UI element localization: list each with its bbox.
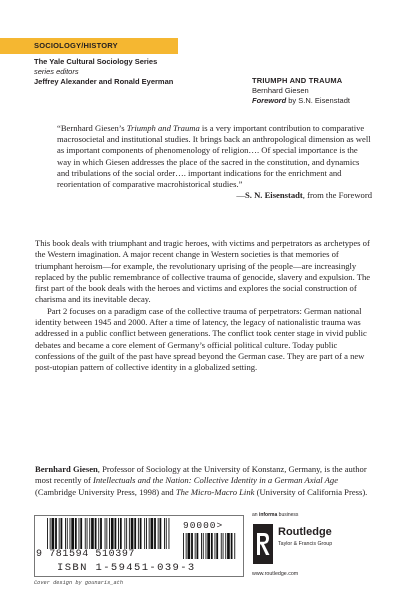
isbn-digits: 9 781594 510397 bbox=[36, 549, 136, 560]
barcode-bar bbox=[234, 533, 235, 559]
series-info bbox=[34, 57, 234, 87]
barcode-bar bbox=[154, 518, 156, 549]
price-code: 90000> bbox=[183, 520, 224, 531]
bio-book-1: Intellectuals and the Nation: Collective Identity in a German Axial Age bbox=[93, 475, 339, 486]
barcode-bar bbox=[98, 518, 99, 549]
barcode-bar bbox=[138, 518, 139, 549]
barcode-bar bbox=[183, 533, 184, 559]
barcode-bar bbox=[89, 518, 90, 549]
foreword-author: by S.N. Eisenstadt bbox=[286, 96, 350, 105]
bio-text-2: (Cambridge University Press, 1998) and bbox=[35, 486, 176, 497]
barcode-bar bbox=[146, 518, 147, 549]
description-paragraph-2: Part 2 focuses on a paradigm case of the collective trauma of perpetrators: German national identity between 1945 and 2000. After a time of latency, the legacy of nationalistic trauma was addressed in a public conflict between generations. The conflict took center stage in vivid public debates and became a core element of Germany’s official political culture. Today public confessions of the guilt of the past have spread beyond the German case. They are part of a new post-utopian pattern of collective identity in a globalized setting. bbox=[35, 305, 367, 373]
barcode-bar bbox=[201, 533, 202, 559]
barcode-bar bbox=[134, 518, 136, 549]
barcode-bar bbox=[191, 533, 193, 559]
barcode-bar bbox=[61, 518, 63, 549]
book-author: Bernhard Giesen bbox=[252, 86, 309, 95]
series-name: The Yale Cultural Sociology Series bbox=[34, 57, 158, 66]
barcode-bar bbox=[118, 518, 119, 549]
barcode-bar bbox=[223, 533, 224, 559]
barcode-bar bbox=[52, 518, 55, 549]
informa-name: informa bbox=[258, 512, 278, 518]
bio-text-3: (University of California Press). bbox=[254, 486, 368, 497]
barcode-bar bbox=[129, 518, 130, 549]
series-editors-names: Jeffrey Alexander and Ronald Eyerman bbox=[34, 77, 174, 86]
barcode-bar bbox=[195, 533, 196, 559]
barcode-bar bbox=[80, 518, 82, 549]
barcode-bar bbox=[197, 533, 199, 559]
quote-book-title: Triumph and Trauma bbox=[126, 123, 200, 133]
routledge-logo-icon bbox=[253, 524, 273, 564]
barcode-bar bbox=[85, 518, 86, 549]
bio-book-2: The Micro-Macro Link bbox=[175, 486, 255, 497]
foreword-line bbox=[252, 96, 392, 106]
barcode-bar bbox=[169, 518, 170, 549]
barcode-bar bbox=[55, 518, 57, 549]
barcode-bar bbox=[105, 518, 106, 549]
barcode-bar bbox=[47, 518, 48, 549]
endorsement-quote bbox=[57, 123, 372, 201]
quote-lead: “Bernhard Giesen’s bbox=[57, 123, 127, 133]
barcode-bar bbox=[188, 533, 191, 559]
informa-label bbox=[252, 512, 298, 518]
barcode-bar bbox=[126, 518, 127, 549]
barcode-bar bbox=[50, 518, 51, 549]
barcode-bar bbox=[225, 533, 226, 559]
attribution-name: S. N. Eisenstadt bbox=[245, 190, 303, 201]
informa-suffix: business bbox=[277, 512, 299, 518]
author-bio bbox=[35, 464, 373, 498]
barcode-bar bbox=[59, 518, 60, 549]
attribution-source: , from the Foreword bbox=[302, 190, 372, 201]
publisher-url: www.routledge.com bbox=[252, 571, 299, 577]
barcode-bar bbox=[87, 518, 88, 549]
barcode-bar bbox=[149, 518, 150, 549]
barcode-bar bbox=[206, 533, 207, 559]
barcode-bar bbox=[211, 533, 213, 559]
isbn-barcode bbox=[34, 515, 244, 577]
barcode-bar bbox=[207, 533, 210, 559]
barcode-bar bbox=[227, 533, 230, 559]
cover-design-credit: Cover design by gounaris_ath bbox=[34, 580, 124, 586]
barcode-bar bbox=[151, 518, 154, 549]
barcode-bar bbox=[164, 518, 165, 549]
barcode-bar bbox=[71, 518, 74, 549]
description-paragraph-1: This book deals with triumphant and tragic heroes, with victims and perpetrators as archetypes of the Western imagination. A major recent change in Western societies is that memories of triumphant heroism—for example, the revolutionary uprising of the people—are increasingly replaced by the public remembrance of collective trauma of genocide, slavery and expulsion. The first part of the book deals with the heroes and victims and explores the social construction of charisma and its inevitable decay. bbox=[35, 238, 371, 305]
barcode-bar bbox=[131, 518, 134, 549]
informa-prefix: an bbox=[252, 512, 259, 518]
barcode-bar bbox=[67, 518, 68, 549]
barcode-bar bbox=[106, 518, 107, 549]
barcode-bar bbox=[75, 518, 77, 549]
isbn-text: ISBN 1-59451-039-3 bbox=[57, 562, 196, 574]
foreword-label: Foreword bbox=[252, 96, 287, 105]
quote-text: is a very important contribution to comparative macrosocietal and institutional studies. It brings back an anthropological dimension as well as important components of phenomenology of religion…. Of special importance is the way in which Giesen addresses the place of the sacred in the constitution, and dynamics and tribulations of the social order…. important indications for the enrichment and reorientation of comparative macrohistorical studies.” bbox=[57, 123, 371, 190]
barcode-bar bbox=[158, 518, 159, 549]
category-label: SOCIOLOGY/HISTORY bbox=[0, 38, 178, 54]
bio-text-1: , Professor of Sociology at the University of Konstanz, Germany, is the author most recently of bbox=[35, 464, 367, 486]
barcode-bar bbox=[140, 518, 142, 549]
barcode-bar bbox=[203, 533, 204, 559]
barcode-bar bbox=[215, 533, 216, 559]
barcode-bar bbox=[231, 533, 233, 559]
publisher-group: Taylor & Francis Group bbox=[278, 541, 333, 547]
barcode-bar bbox=[100, 518, 102, 549]
barcode-bar bbox=[120, 518, 122, 549]
attribution-dash: — bbox=[236, 190, 245, 201]
barcode-bar bbox=[124, 518, 125, 549]
book-title-block bbox=[252, 76, 392, 106]
barcode-bar bbox=[70, 518, 71, 549]
bio-author-name: Bernhard Giesen bbox=[35, 464, 98, 474]
barcode-bar bbox=[115, 518, 117, 549]
barcode-bar bbox=[186, 533, 187, 559]
barcode-bar bbox=[160, 518, 162, 549]
publisher-name: Routledge bbox=[278, 526, 332, 538]
barcode-bar bbox=[79, 518, 80, 549]
barcode-bar bbox=[144, 518, 145, 549]
barcode-bar bbox=[65, 518, 66, 549]
series-editors-label: series editors bbox=[34, 67, 79, 76]
main-barcode-bars bbox=[47, 518, 169, 549]
barcode-bar bbox=[166, 518, 167, 549]
barcode-bar bbox=[109, 518, 110, 549]
barcode-bar bbox=[91, 518, 94, 549]
barcode-bar bbox=[95, 518, 97, 549]
barcode-bar bbox=[221, 533, 222, 559]
barcode-bar bbox=[111, 518, 114, 549]
quote-attribution bbox=[57, 190, 372, 201]
book-description bbox=[35, 238, 373, 374]
barcode-bar bbox=[216, 533, 218, 559]
book-title: TRIUMPH AND TRAUMA bbox=[252, 76, 343, 85]
price-barcode-bars bbox=[183, 533, 235, 559]
